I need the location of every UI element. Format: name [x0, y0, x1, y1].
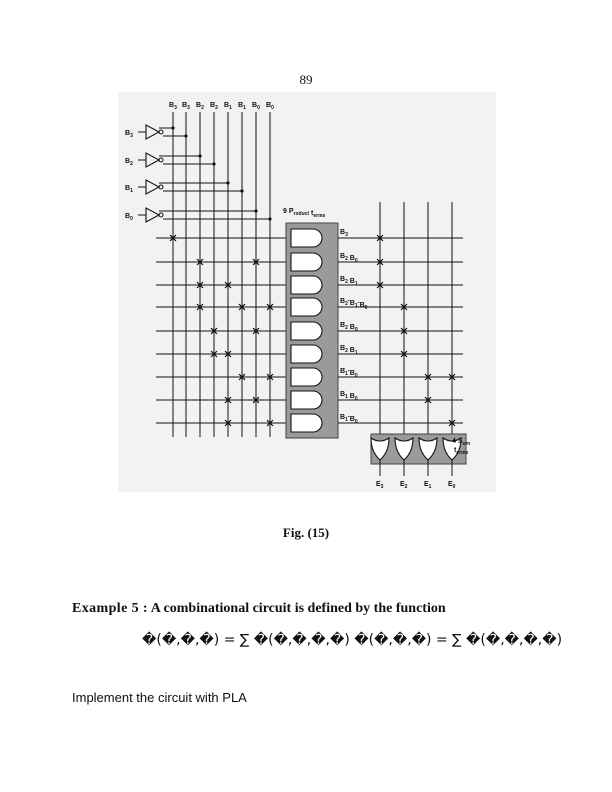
- function-formula: �(�,�,�) = ∑ �(�,�,�,�) �(�,�,�) = ∑ �(�,�,�,�): [142, 632, 563, 648]
- product-terms-title: 9 $P_{roduct}$ $t_{erms}$: [283, 208, 326, 219]
- and-gate-icon: [291, 276, 322, 294]
- product-term-label: $B_1$ $B_0$: [340, 414, 358, 425]
- product-term-label: $B_2$ $B_0$: [340, 253, 358, 264]
- column-label: $B_2$: [210, 102, 218, 111]
- example-label: Example 5 :: [72, 601, 148, 616]
- product-term-label: $B_2$ $B_1$: [340, 345, 358, 356]
- output-label: $E_3$: [376, 481, 384, 490]
- buffer-icon: [146, 180, 159, 194]
- input-label: $B_3$: [125, 130, 133, 139]
- pla-diagram: [118, 92, 496, 492]
- and-gate-icon: [291, 391, 322, 409]
- column-label: $B_0$: [266, 102, 274, 111]
- output-label: $E_2$: [400, 481, 408, 490]
- and-gate-icon: [291, 229, 322, 247]
- column-label: $B_1$: [224, 102, 232, 111]
- output-label: $E_1$: [424, 481, 432, 490]
- input-label: $B_1$: [125, 185, 133, 194]
- input-label: $B_2$: [125, 158, 133, 167]
- product-term-label: $B_2$ $B_0$: [340, 322, 358, 333]
- example-heading: [72, 601, 446, 617]
- column-label: $B_2$: [196, 102, 204, 111]
- sum-terms-title-line2: $t_{erms}$: [454, 447, 469, 456]
- buffer-icon: [146, 153, 159, 167]
- column-label: $B_3$: [169, 102, 177, 111]
- product-term-label: $B_1$ $B_0$: [340, 368, 358, 379]
- output-label: $E_0$: [448, 481, 456, 490]
- and-gate-icon: [291, 345, 322, 363]
- product-term-label: $B_2$ $B_1$: [340, 276, 358, 287]
- page-number: 89: [299, 72, 313, 87]
- and-gate-icon: [291, 253, 322, 271]
- product-term-label: $B_1$ $B_0$: [340, 391, 358, 402]
- pla-figure: [118, 92, 496, 492]
- figure-caption: Fig. (15): [282, 525, 330, 540]
- and-gate-icon: [291, 322, 322, 340]
- input-label: $B_0$: [125, 213, 133, 222]
- and-gate-icon: [291, 368, 322, 386]
- column-label: $B_1$: [238, 102, 246, 111]
- buffer-icon: [146, 208, 159, 222]
- and-gate-icon: [291, 414, 322, 432]
- product-term-label: $B_3$: [340, 229, 348, 238]
- buffer-icon: [146, 125, 159, 139]
- and-gate-icon: [291, 298, 322, 316]
- example-text: A combinational circuit is defined by the function: [150, 601, 446, 616]
- product-term-label: $B_2$ $B_1$ $B_0$: [340, 298, 368, 311]
- column-label: $B_3$: [182, 102, 190, 111]
- sum-terms-title-line1: 4 $S_{um}$: [452, 438, 471, 447]
- column-label: $B_0$: [252, 102, 260, 111]
- body-text: Implement the circuit with PLA: [72, 690, 247, 705]
